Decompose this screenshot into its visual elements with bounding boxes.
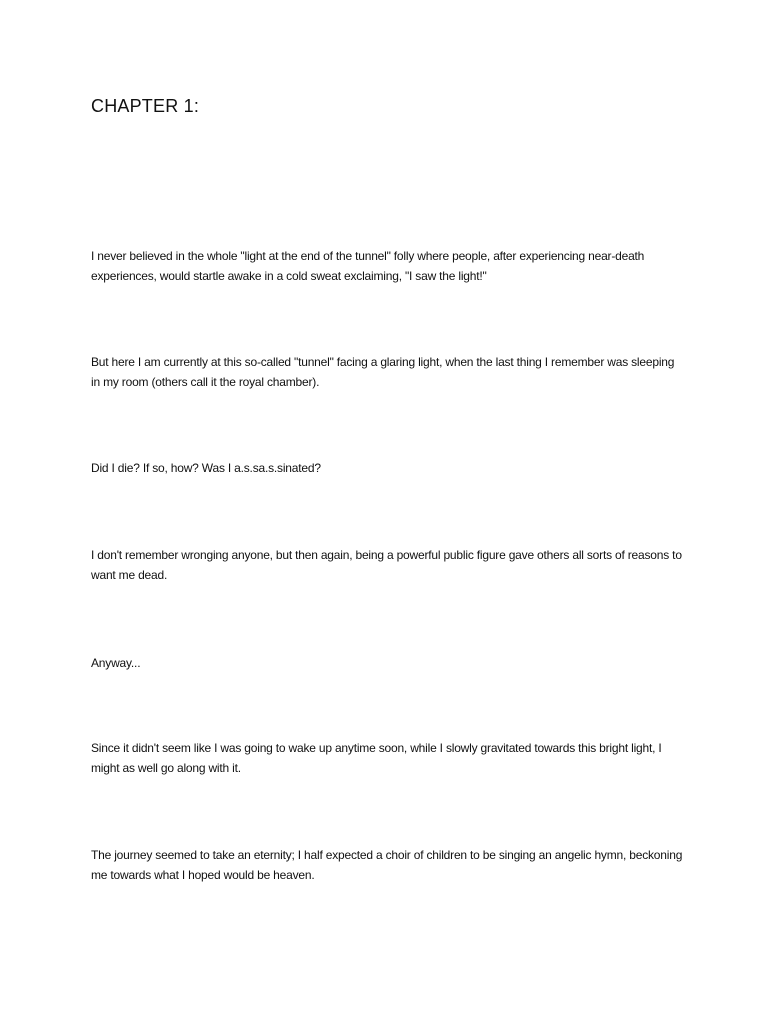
paragraph-2: But here I am currently at this so-called "tunnel" facing a glaring light, when the last thing I remember was sleeping in my room (others call it the royal chamber). [91,355,675,389]
paragraph-5: Anyway... [91,656,141,670]
paragraph-4: I don't remember wronging anyone, but then again, being a powerful public figure gave others all sorts of reasons to want me dead. [91,548,682,582]
paragraph-3: Did I die? If so, how? Was I a.s.sa.s.sinated? [91,461,321,475]
paragraph-7: The journey seemed to take an eternity; I half expected a choir of children to be singing an angelic hymn, beckoning me towards what I hoped would be heaven. [91,848,683,882]
paragraph-6: Since it didn't seem like I was going to wake up anytime soon, while I slowly gravitated towards this bright light, I might as well go along with it. [91,741,662,775]
chapter-title: CHAPTER 1: [91,96,200,116]
paragraph-1: I never believed in the whole "light at the end of the tunnel" folly where people, after experiencing near-death experiences, would startle awake in a cold sweat exclaiming, "I saw the light!" [91,249,645,283]
